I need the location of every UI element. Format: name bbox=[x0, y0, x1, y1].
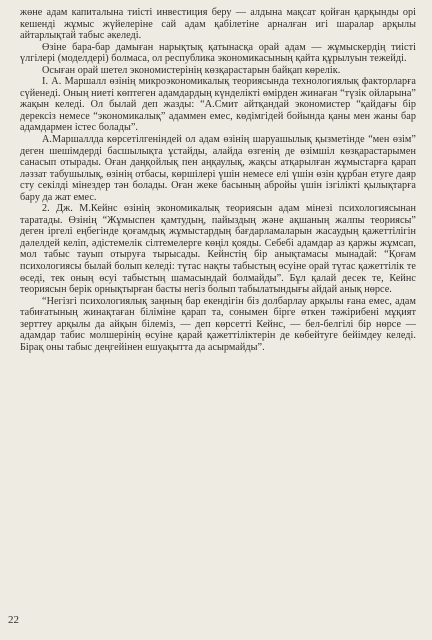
body-text bbox=[20, 7, 416, 353]
paragraph-3: Осыған орай шетел экономистерінің көзқарастарын байқап көрелік. bbox=[42, 64, 341, 76]
paragraph-2: Өзіне бара-бар дамыған нарықтық қатынасқа орай адам — жұмыскердің тиісті үлгілері (моделдері) болмаса, ол республика экономикасының қайта құрылуын тежейді. bbox=[20, 41, 416, 65]
paragraph-6: 2. Дж. М.Кейнс өзінің экономикалық теориясын адам мінезі психологиясынан таратады. Өзінің “Жұмыспен қамтудың, пайыздың және ақшаның жалпы теориясы” деген іргелі еңбегінде қоғамдық жұмыстардың бағдарламаларын жасаудың қажеттілігін дәлелдей келіп, әдістемелік сілтемелерге көңіл қояды. Себебі адамдар аз қаржы жұмсап, мол табыс тауып отыруға тырысады. Кейнстің бір анықтамасы мынадай: “Қоғам психологиясы былай болып келеді: түтас нақты табыстың өсуіне орай түтас қажеттілік те өседі, тек оның өсуі табыстың шамасындай болмайды”. Бұл қалай десек те, Кейнс теориясын берік орнықтырған басты негіз болып табылатындығы айдай анық нөрсе. bbox=[20, 203, 416, 296]
paragraph-1: жөне адам капиталына тиісті инвестиция беру — алдына мақсат қойған қарқынды орі кешенді жұмыс жүйелеріне сай адам қабілетіне арналған игі шаралар арқылы айтарлықтай табыс әкеледі. bbox=[20, 7, 416, 42]
page-number: 22 bbox=[8, 614, 19, 626]
paragraph-5: А.Маршаллда көрсетілгеніндей ол адам өзінің шаруашылық қызметінде “мен өзім” деген шешімдерді басшылықта ұстайды, алайда өзгенің де өзімшіл көзқарастарымен санасып отырады. Оған даңқойлық пен аңқаулық, жақсы атқарылған жұмыстарға қарап ләззат табушылық, өзінің отбасы, көршілері үшін немесе елі үшін өзін құрбан етуге даяр сту секілді мінездер тән болады. Оған жеке басының абройы үшін ізгілікті қылықтарға бару да жат емес. bbox=[20, 134, 416, 203]
paragraph-4: І. А. Маршалл өзінің микроэкономикалық теориясында технологиялық факторларға сүйенеді. Оның ниеті көптеген адамдардың күнделікті өмірден жинаған “түзік ойларына” жақын келеді. Ол былай деп жазды: “А.Смит айтқандай экономистер “қайдағы бір дерексіз немесе “экономикалық” адаммен емес, көдімгідей бойында қаны мен жаны бар адамдармен істес болады”. bbox=[20, 76, 416, 134]
paragraph-7: “Негізгі психологиялық заңның бар екендігін біз долбарлау арқылы ғана емес, адам табиғатының жинақтаған біліміне қарап та, сонымен бірге өткен тәжірибені мұқият зерттеу арқылы да айқын білеміз, — деп көрсетті Кейнс, — бел-белгілі бір нөрсе — адамдар табис молшерінің өсуіне қарай қажеттіліктерін де көбейтуге бейімдеу келеді. Бірақ оны табыс деңгейінен ешуақытта да асырмайды”. bbox=[20, 295, 416, 353]
